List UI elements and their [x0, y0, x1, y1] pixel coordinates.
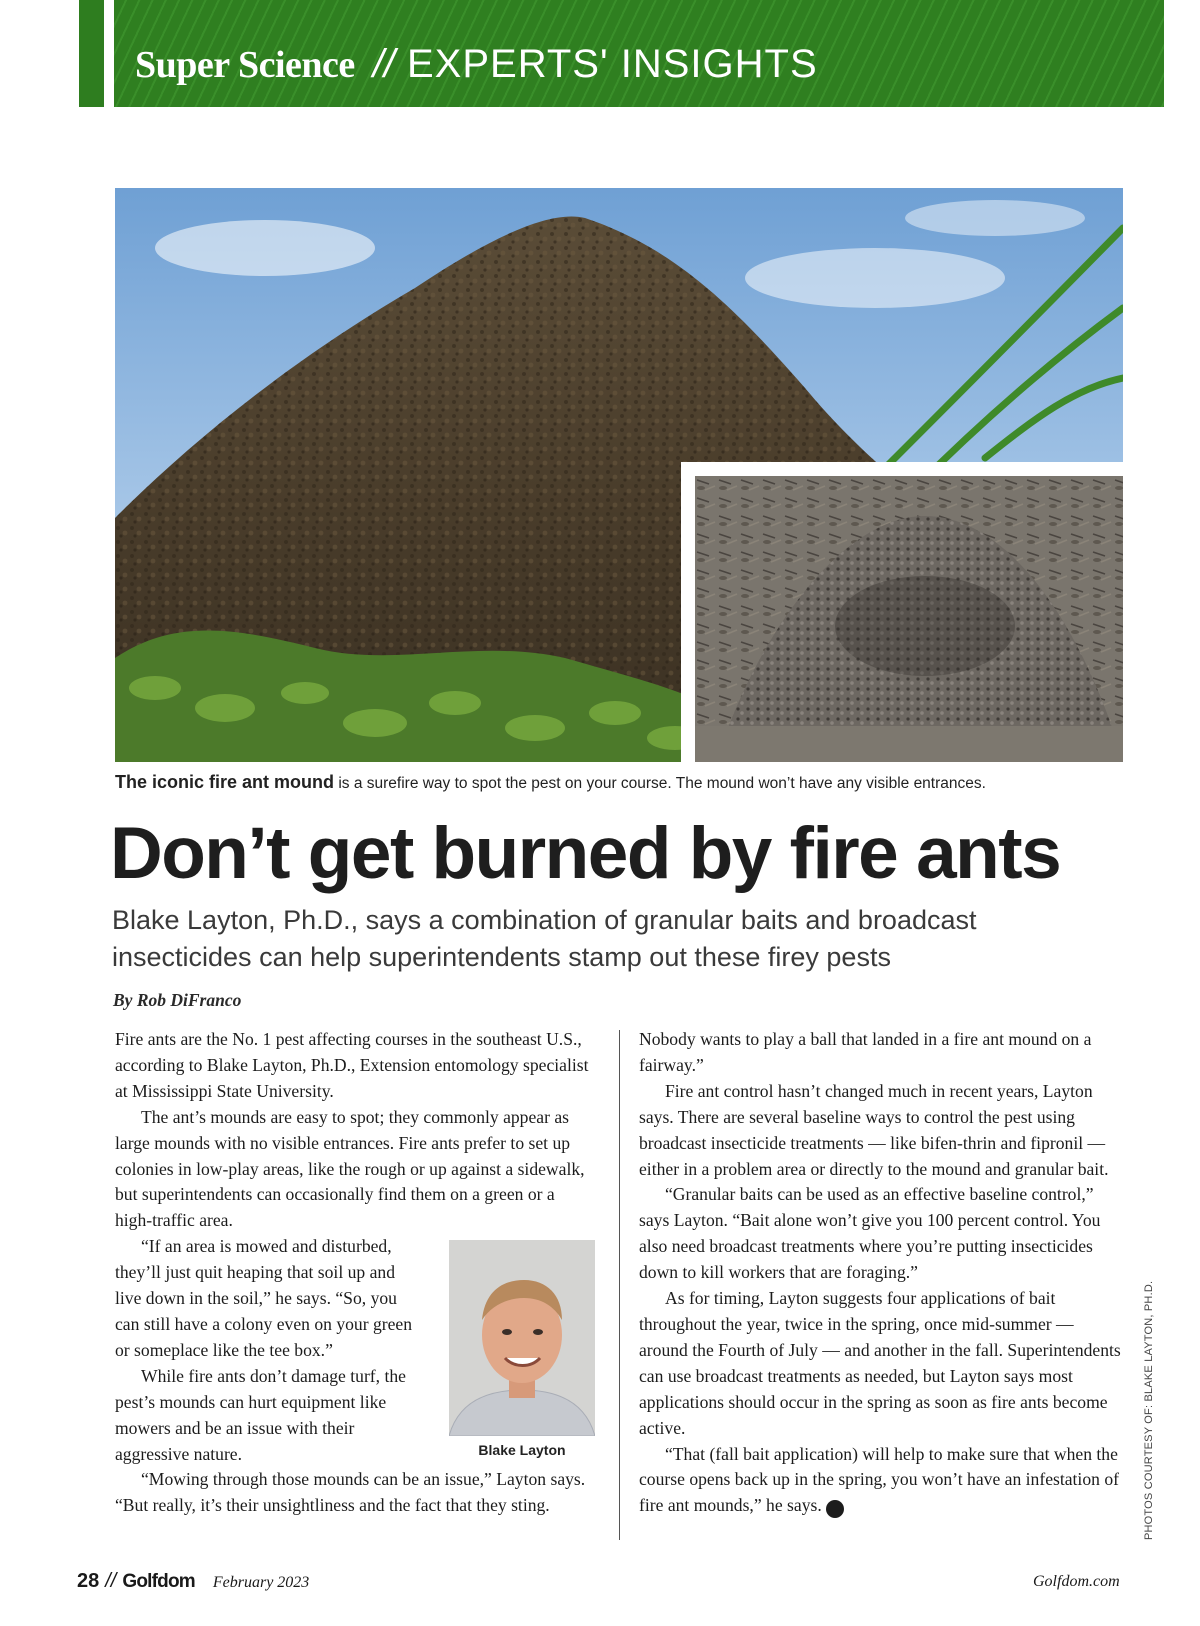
header-brand: Super Science	[135, 44, 355, 86]
paragraph: Fire ant control hasn’t changed much in recent years, Layton says. There are several baseline ways to control the pest using broadcast insecticide treatments — like bifen-thrin and fipronil — either in a problem area or directly to the mound and granular bait.	[639, 1080, 1109, 1179]
blake-layton-portrait	[449, 1240, 595, 1436]
article-dek: Blake Layton, Ph.D., says a combination of granular baits and broadcast insecticides can help superintendents stamp out these firey pests	[112, 905, 977, 972]
article-byline: By Rob DiFranco	[113, 990, 242, 1010]
website-link[interactable]: Golfdom.com	[1033, 1573, 1120, 1590]
portrait-figure	[449, 1240, 595, 1460]
section-header	[135, 42, 818, 102]
final-paragraph-text: “That (fall bait application) will help to make sure that when the course opens back up in the spring, you won’t have an infestation of fire ant mounds,” he says.	[639, 1443, 1119, 1516]
photo-caption	[115, 772, 1125, 793]
caption-text: is a surefire way to spot the pest on your course. The mound won’t have any visible entrances.	[334, 775, 986, 792]
page-number: 28	[77, 1570, 100, 1592]
paragraph: The ant’s mounds are easy to spot; they commonly appear as large mounds with no visible entrances. Fire ants prefer to set up colonies in low-play areas, like the rough or up against a sidewalk, but superintendents can occasionally find them on a green or a high-traffic area.	[115, 1106, 585, 1231]
caption-lead: The iconic fire ant mound	[115, 772, 335, 792]
column-divider	[619, 1030, 620, 1540]
header-separator: //	[372, 42, 395, 86]
paragraph	[639, 1442, 1124, 1520]
footer-separator: //	[105, 1570, 117, 1592]
end-mark-icon: G	[826, 1500, 844, 1518]
article-column-1	[115, 1027, 595, 1519]
footer-folio	[77, 1570, 309, 1593]
photo-credit: PHOTOS COURTESY OF: BLAKE LAYTON, PH.D.	[1143, 1280, 1155, 1540]
paragraph: While fire ants don’t damage turf, the pest’s mounds can hurt equipment like mowers and be an issue with their aggressive nature.	[115, 1365, 406, 1464]
paragraph: “If an area is mowed and disturbed, they’ll just quit heaping that soil up and live down in the soil,” he says. “So, you can still have a colony even on your green or someplace like the tee box.”	[115, 1236, 413, 1360]
paragraph: As for timing, Layton suggests four applications of bait throughout the year, twice in the spring, once mid-summer — around the Fourth of July — and another in the fall. Superintendents can use broadcast treatments as needed, but Layton says most applications should occur in the spring as soon as fire ants become active.	[639, 1288, 1121, 1438]
paragraph: “Granular baits can be used as an effective baseline control,” says Layton. “Bait alone won’t give you 100 percent control. You also need broadcast treatments where you’re putting insecticides down to kill workers that are foraging.”	[639, 1184, 1101, 1283]
portrait-caption: Blake Layton	[478, 1442, 566, 1459]
header-section-title: EXPERTS' INSIGHTS	[406, 42, 818, 86]
article-column-2	[639, 1027, 1124, 1519]
paragraph: Nobody wants to play a ball that landed in a fire ant mound on a fairway.”	[639, 1029, 1092, 1075]
ant-mound-closeup-photo	[681, 462, 1123, 762]
issue-date: February 2023	[212, 1574, 310, 1591]
magazine-name: Golfdom	[122, 1571, 195, 1592]
paragraph: Fire ants are the No. 1 pest affecting courses in the southeast U.S., according to Blake Layton, Ph.D., Extension entomology specialist at Mississippi State University.	[115, 1029, 589, 1101]
header-accent-stripe	[79, 0, 104, 107]
paragraph: “Mowing through those mounds can be an issue,” Layton says. “But really, it’s their unsightliness and the fact that they sting.	[115, 1469, 586, 1516]
article-headline: Don’t get burned by fire ants	[110, 813, 1061, 894]
